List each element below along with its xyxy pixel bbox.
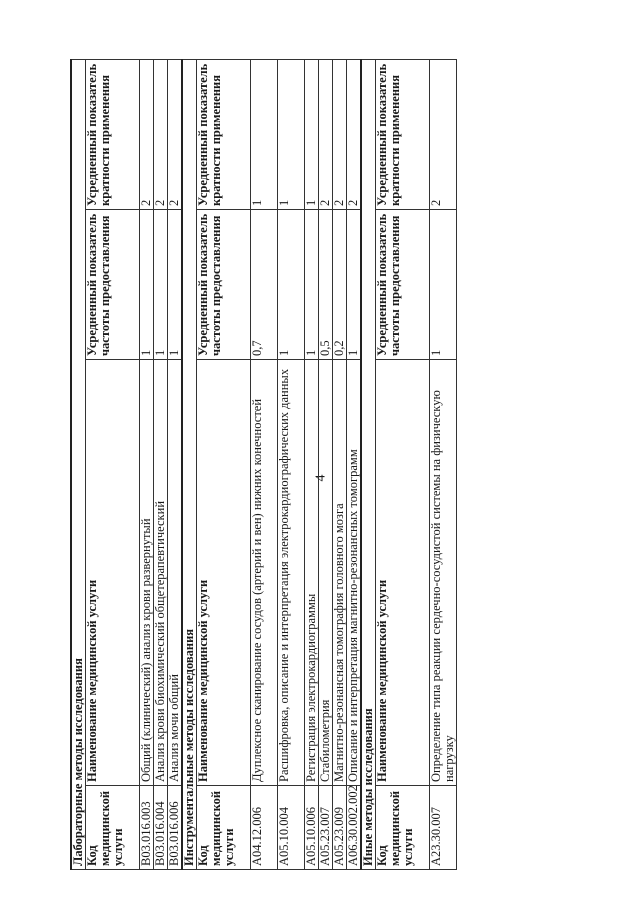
- cell-freq: 1: [140, 210, 154, 360]
- table-header-row: [86, 59, 140, 869]
- cell-code: A05.10.004: [278, 786, 305, 870]
- cell-name: Расшифровка, описание и интерпретация электрокардиографических данных: [278, 360, 305, 786]
- cell-mult: 1: [305, 59, 319, 209]
- cell-mult: 2: [430, 59, 457, 209]
- section-title-row: [361, 59, 376, 869]
- header-freq: Усредненный показатель частоты предоставления: [376, 210, 430, 360]
- header-name: Наименование медицинской услуги: [86, 360, 140, 786]
- cell-mult: 2: [347, 59, 362, 209]
- table-row: [140, 59, 154, 869]
- cell-mult: 2: [168, 59, 183, 209]
- header-code: Код медицинской услуги: [197, 786, 251, 870]
- cell-name: Описание и интерпретация магнитно-резонансных томограмм: [347, 360, 362, 786]
- table-row: [347, 59, 362, 869]
- cell-name: Определение типа реакции сердечно-сосудистой системы на физическую нагрузку: [430, 360, 457, 786]
- cell-freq: 1: [430, 210, 457, 360]
- cell-code: A23.30.007: [430, 786, 457, 870]
- table-row: [430, 59, 457, 869]
- table-row: [333, 59, 347, 869]
- cell-name: Анализ крови биохимический общетерапевтический: [154, 360, 168, 786]
- cell-code: A05.10.006: [305, 786, 319, 870]
- table-row: [305, 59, 319, 869]
- cell-name: Регистрация электрокардиограммы: [305, 360, 319, 786]
- cell-freq: 1: [347, 210, 362, 360]
- cell-mult: 2: [140, 59, 154, 209]
- cell-mult: 2: [154, 59, 168, 209]
- services-table-sheet: [70, 60, 570, 870]
- cell-name: Общий (клинический) анализ крови развернутый: [140, 360, 154, 786]
- cell-mult: 2: [333, 59, 347, 209]
- cell-mult: 1: [251, 59, 278, 209]
- cell-freq: 0,7: [251, 210, 278, 360]
- table-row: [168, 59, 183, 869]
- page-number: 4: [313, 474, 329, 482]
- table-header-row: [376, 59, 430, 869]
- cell-freq: 1: [305, 210, 319, 360]
- services-table: [70, 59, 457, 870]
- cell-code: A06.30.002.002: [347, 786, 362, 870]
- cell-freq: 1: [278, 210, 305, 360]
- header-name: Наименование медицинской услуги: [376, 360, 430, 786]
- header-name: Наименование медицинской услуги: [197, 360, 251, 786]
- cell-code: A05.23.009: [333, 786, 347, 870]
- section-title: Иные методы исследования: [361, 59, 376, 869]
- table-row: [278, 59, 305, 869]
- section-title: Инструментальные методы исследования: [182, 59, 197, 869]
- cell-code: A04.12.006: [251, 786, 278, 870]
- header-mult: Усредненный показатель кратности применения: [197, 59, 251, 209]
- cell-name: Дуплексное сканирование сосудов (артерий и вен) нижних конечностей: [251, 360, 278, 786]
- cell-mult: 1: [278, 59, 305, 209]
- header-freq: Усредненный показатель частоты предоставления: [86, 210, 140, 360]
- cell-freq: 0,2: [333, 210, 347, 360]
- table-header-row: [197, 59, 251, 869]
- cell-code: B03.016.003: [140, 786, 154, 870]
- cell-mult: 2: [319, 59, 333, 209]
- cell-name: Анализ мочи общий: [168, 360, 183, 786]
- table-row: [251, 59, 278, 869]
- cell-name: Магнитно-резонансная томография головного мозга: [333, 360, 347, 786]
- table-row: [319, 59, 333, 869]
- table-row: [154, 59, 168, 869]
- cell-code: A05.23.007: [319, 786, 333, 870]
- section-title-row: [182, 59, 197, 869]
- cell-code: B03.016.006: [168, 786, 183, 870]
- header-code: Код медицинской услуги: [86, 786, 140, 870]
- section-title-row: [71, 59, 86, 869]
- header-code: Код медицинской услуги: [376, 786, 430, 870]
- cell-code: B03.016.004: [154, 786, 168, 870]
- header-mult: Усредненный показатель кратности применения: [86, 59, 140, 209]
- section-title: Лабораторные методы исследования: [71, 59, 86, 869]
- header-freq: Усредненный показатель частоты предоставления: [197, 210, 251, 360]
- cell-name: Стабилометрия: [319, 360, 333, 786]
- cell-freq: 1: [154, 210, 168, 360]
- cell-freq: 0,5: [319, 210, 333, 360]
- cell-freq: 1: [168, 210, 183, 360]
- header-mult: Усредненный показатель кратности применения: [376, 59, 430, 209]
